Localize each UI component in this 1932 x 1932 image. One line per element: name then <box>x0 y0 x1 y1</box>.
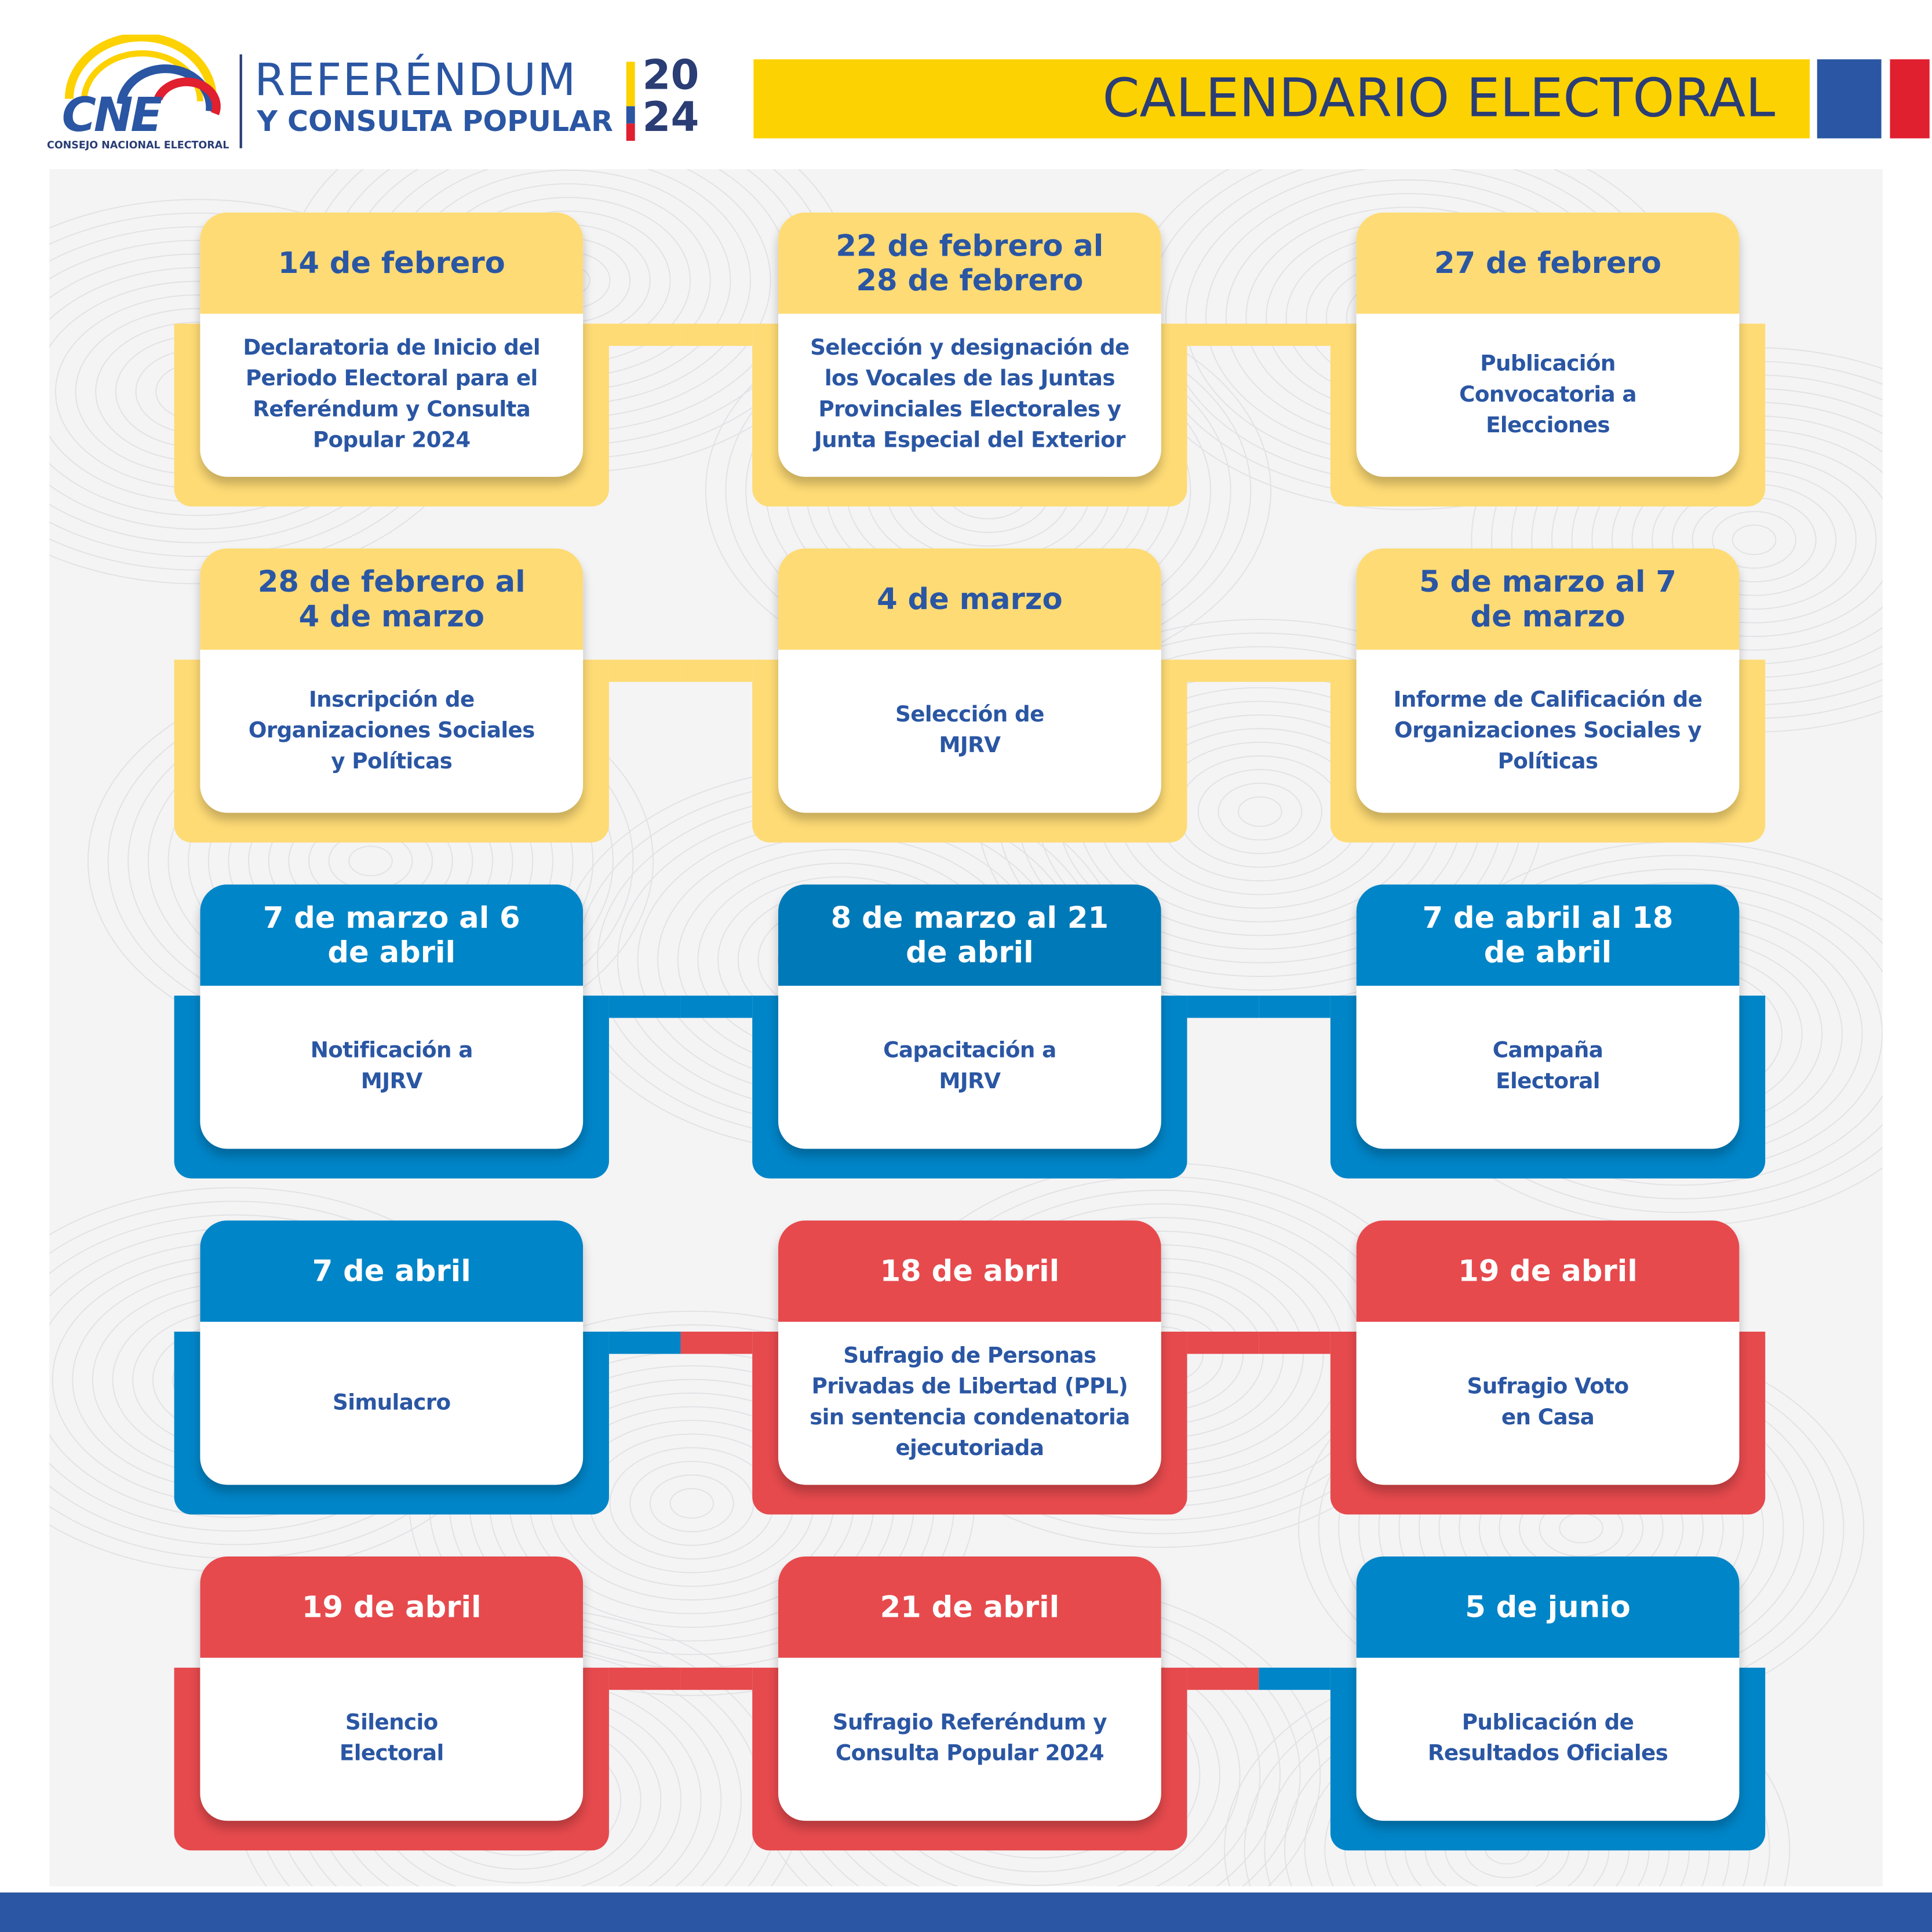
event-card-body <box>778 1322 1161 1485</box>
event-card-body <box>1357 650 1740 812</box>
timeline-connector <box>1187 324 1259 346</box>
footer-bar <box>0 1893 1932 1932</box>
event-card-body <box>778 650 1161 812</box>
timeline-connector <box>1187 659 1259 681</box>
banner-title: CALENDARIO ELECTORAL <box>1102 68 1776 130</box>
year-top: 20 <box>642 50 699 99</box>
referendum-title: REFERÉNDUM <box>254 55 577 107</box>
event-card-body <box>1357 986 1740 1149</box>
event-card-body <box>200 1322 583 1485</box>
event-card <box>778 548 1161 812</box>
timeline-connector <box>681 996 753 1018</box>
event-card-body <box>1357 1658 1740 1821</box>
event-date: 18 de abril <box>880 1253 1060 1289</box>
event-card-body <box>200 314 583 476</box>
flag-red-block <box>1890 59 1930 138</box>
event-card-header <box>1357 1556 1740 1658</box>
event-description: Notificación a MJRV <box>310 1038 473 1095</box>
event-description: Silencio Electoral <box>339 1711 444 1767</box>
timeline-connector <box>609 1332 681 1354</box>
event-date: 21 de abril <box>880 1590 1060 1625</box>
timeline-connector <box>609 1668 681 1690</box>
event-card <box>1357 213 1740 477</box>
timeline-connector <box>681 659 753 681</box>
event-card-header <box>200 213 583 314</box>
event-card-header <box>1357 884 1740 986</box>
event-description: Inscripción de Organizaciones Sociales y Políticas <box>248 687 535 774</box>
event-card-body <box>1357 314 1740 476</box>
event-card <box>200 1220 583 1485</box>
timeline-connector-gap <box>609 346 752 506</box>
event-card-header <box>200 884 583 986</box>
event-card <box>1357 884 1740 1149</box>
timeline-connector <box>681 1668 753 1690</box>
event-card <box>778 1556 1161 1821</box>
timeline-connector <box>1259 1332 1330 1354</box>
event-card-header <box>200 1220 583 1322</box>
timeline-connector-gap <box>609 1690 752 1850</box>
logo-caption: CONSEJO NACIONAL ELECTORAL <box>47 138 229 151</box>
event-card-header <box>778 548 1161 650</box>
event-description: Selección de MJRV <box>895 702 1044 759</box>
timeline-connector <box>1187 1332 1259 1354</box>
timeline-connector <box>609 324 681 346</box>
flag-stripe <box>626 62 635 141</box>
timeline-connector-gap <box>1187 682 1330 843</box>
event-description: Sufragio de Personas Privadas de Libertad (PPL) sin sentencia condenatoria ejecutoriada <box>810 1344 1130 1461</box>
flag-blue-block <box>1817 59 1882 138</box>
event-card <box>778 884 1161 1149</box>
timeline-connector <box>1187 1668 1259 1690</box>
event-card-body <box>200 650 583 812</box>
event-card-header <box>778 884 1161 986</box>
contour-line <box>349 846 392 876</box>
event-card-body <box>200 986 583 1149</box>
event-card <box>200 548 583 812</box>
event-date: 19 de abril <box>301 1590 482 1625</box>
header-divider <box>240 54 242 148</box>
event-description: Sufragio Referéndum y Consulta Popular 2024 <box>832 1711 1107 1767</box>
event-description: Publicación de Resultados Oficiales <box>1427 1711 1668 1767</box>
timeline-connector <box>609 659 681 681</box>
event-date: 22 de febrero al 28 de febrero <box>836 228 1104 298</box>
timeline-connector <box>1259 996 1330 1018</box>
event-date: 7 de marzo al 6 de abril <box>263 901 520 970</box>
event-date: 28 de febrero al 4 de marzo <box>257 564 526 634</box>
event-card <box>200 1556 583 1821</box>
timeline-connector <box>681 1332 753 1354</box>
event-description: Sufragio Voto en Casa <box>1467 1375 1629 1431</box>
timeline-connector <box>1259 1668 1330 1690</box>
logo-letters: CNE <box>61 88 161 143</box>
timeline-connector <box>609 996 681 1018</box>
event-date: 5 de marzo al 7 de marzo <box>1419 564 1676 634</box>
event-description: Declaratoria de Inicio del Periodo Electoral para el Referéndum y Consulta Popular 2024 <box>243 336 541 454</box>
event-description: Simulacro <box>333 1390 451 1415</box>
event-card-header <box>1357 213 1740 314</box>
event-date: 19 de abril <box>1458 1253 1638 1289</box>
event-date: 7 de abril al 18 de abril <box>1422 901 1674 970</box>
event-date: 14 de febrero <box>278 246 505 280</box>
event-card-header <box>778 1556 1161 1658</box>
title-banner <box>753 59 1810 138</box>
timeline-connector <box>1259 324 1330 346</box>
timeline-connector-gap <box>1187 1690 1330 1850</box>
event-date: 5 de junio <box>1465 1590 1631 1625</box>
timeline-connector <box>1187 996 1259 1018</box>
consulta-popular-title: Y CONSULTA POPULAR <box>257 106 613 138</box>
timeline-connector-gap <box>609 1354 752 1514</box>
event-card-header <box>1357 548 1740 650</box>
year-label <box>642 50 699 141</box>
timeline-connector-gap <box>1187 1354 1330 1514</box>
event-card-body <box>778 1658 1161 1821</box>
event-description: Publicación Convocatoria a Elecciones <box>1459 351 1636 438</box>
timeline-connector <box>1259 659 1330 681</box>
event-card-body <box>200 1658 583 1821</box>
event-date: 27 de febrero <box>1434 246 1662 280</box>
event-card-header <box>1357 1220 1740 1322</box>
cne-logo <box>45 35 242 154</box>
event-card <box>1357 1556 1740 1821</box>
event-card-header <box>200 1556 583 1658</box>
timeline-connector <box>681 324 753 346</box>
event-description: Campaña Electoral <box>1492 1038 1603 1095</box>
event-card <box>778 1220 1161 1485</box>
event-description: Capacitación a MJRV <box>883 1038 1056 1095</box>
event-card <box>778 213 1161 477</box>
event-date: 8 de marzo al 21 de abril <box>830 901 1109 970</box>
year-bottom: 24 <box>642 92 699 141</box>
event-card-body <box>1357 1322 1740 1485</box>
event-card <box>1357 548 1740 812</box>
timeline-connector-gap <box>609 1018 752 1179</box>
contour-line <box>1559 1514 1603 1543</box>
event-description: Selección y designación de los Vocales de las Juntas Provinciales Electorales y Junta Especial del Exterior <box>810 336 1129 454</box>
event-card-header <box>200 548 583 650</box>
event-date: 4 de marzo <box>877 582 1063 617</box>
timeline-connector-gap <box>609 682 752 843</box>
event-card-body <box>778 986 1161 1149</box>
event-card-body <box>778 314 1161 476</box>
event-date: 7 de abril <box>312 1253 471 1289</box>
timeline-connector-gap <box>1187 346 1330 506</box>
event-card <box>1357 1220 1740 1485</box>
event-card <box>200 213 583 477</box>
event-card-header <box>778 1220 1161 1322</box>
timeline-connector-gap <box>1187 1018 1330 1179</box>
event-description: Informe de Calificación de Organizaciones Sociales y Políticas <box>1393 687 1703 774</box>
event-card <box>200 884 583 1149</box>
event-card-header <box>778 213 1161 314</box>
